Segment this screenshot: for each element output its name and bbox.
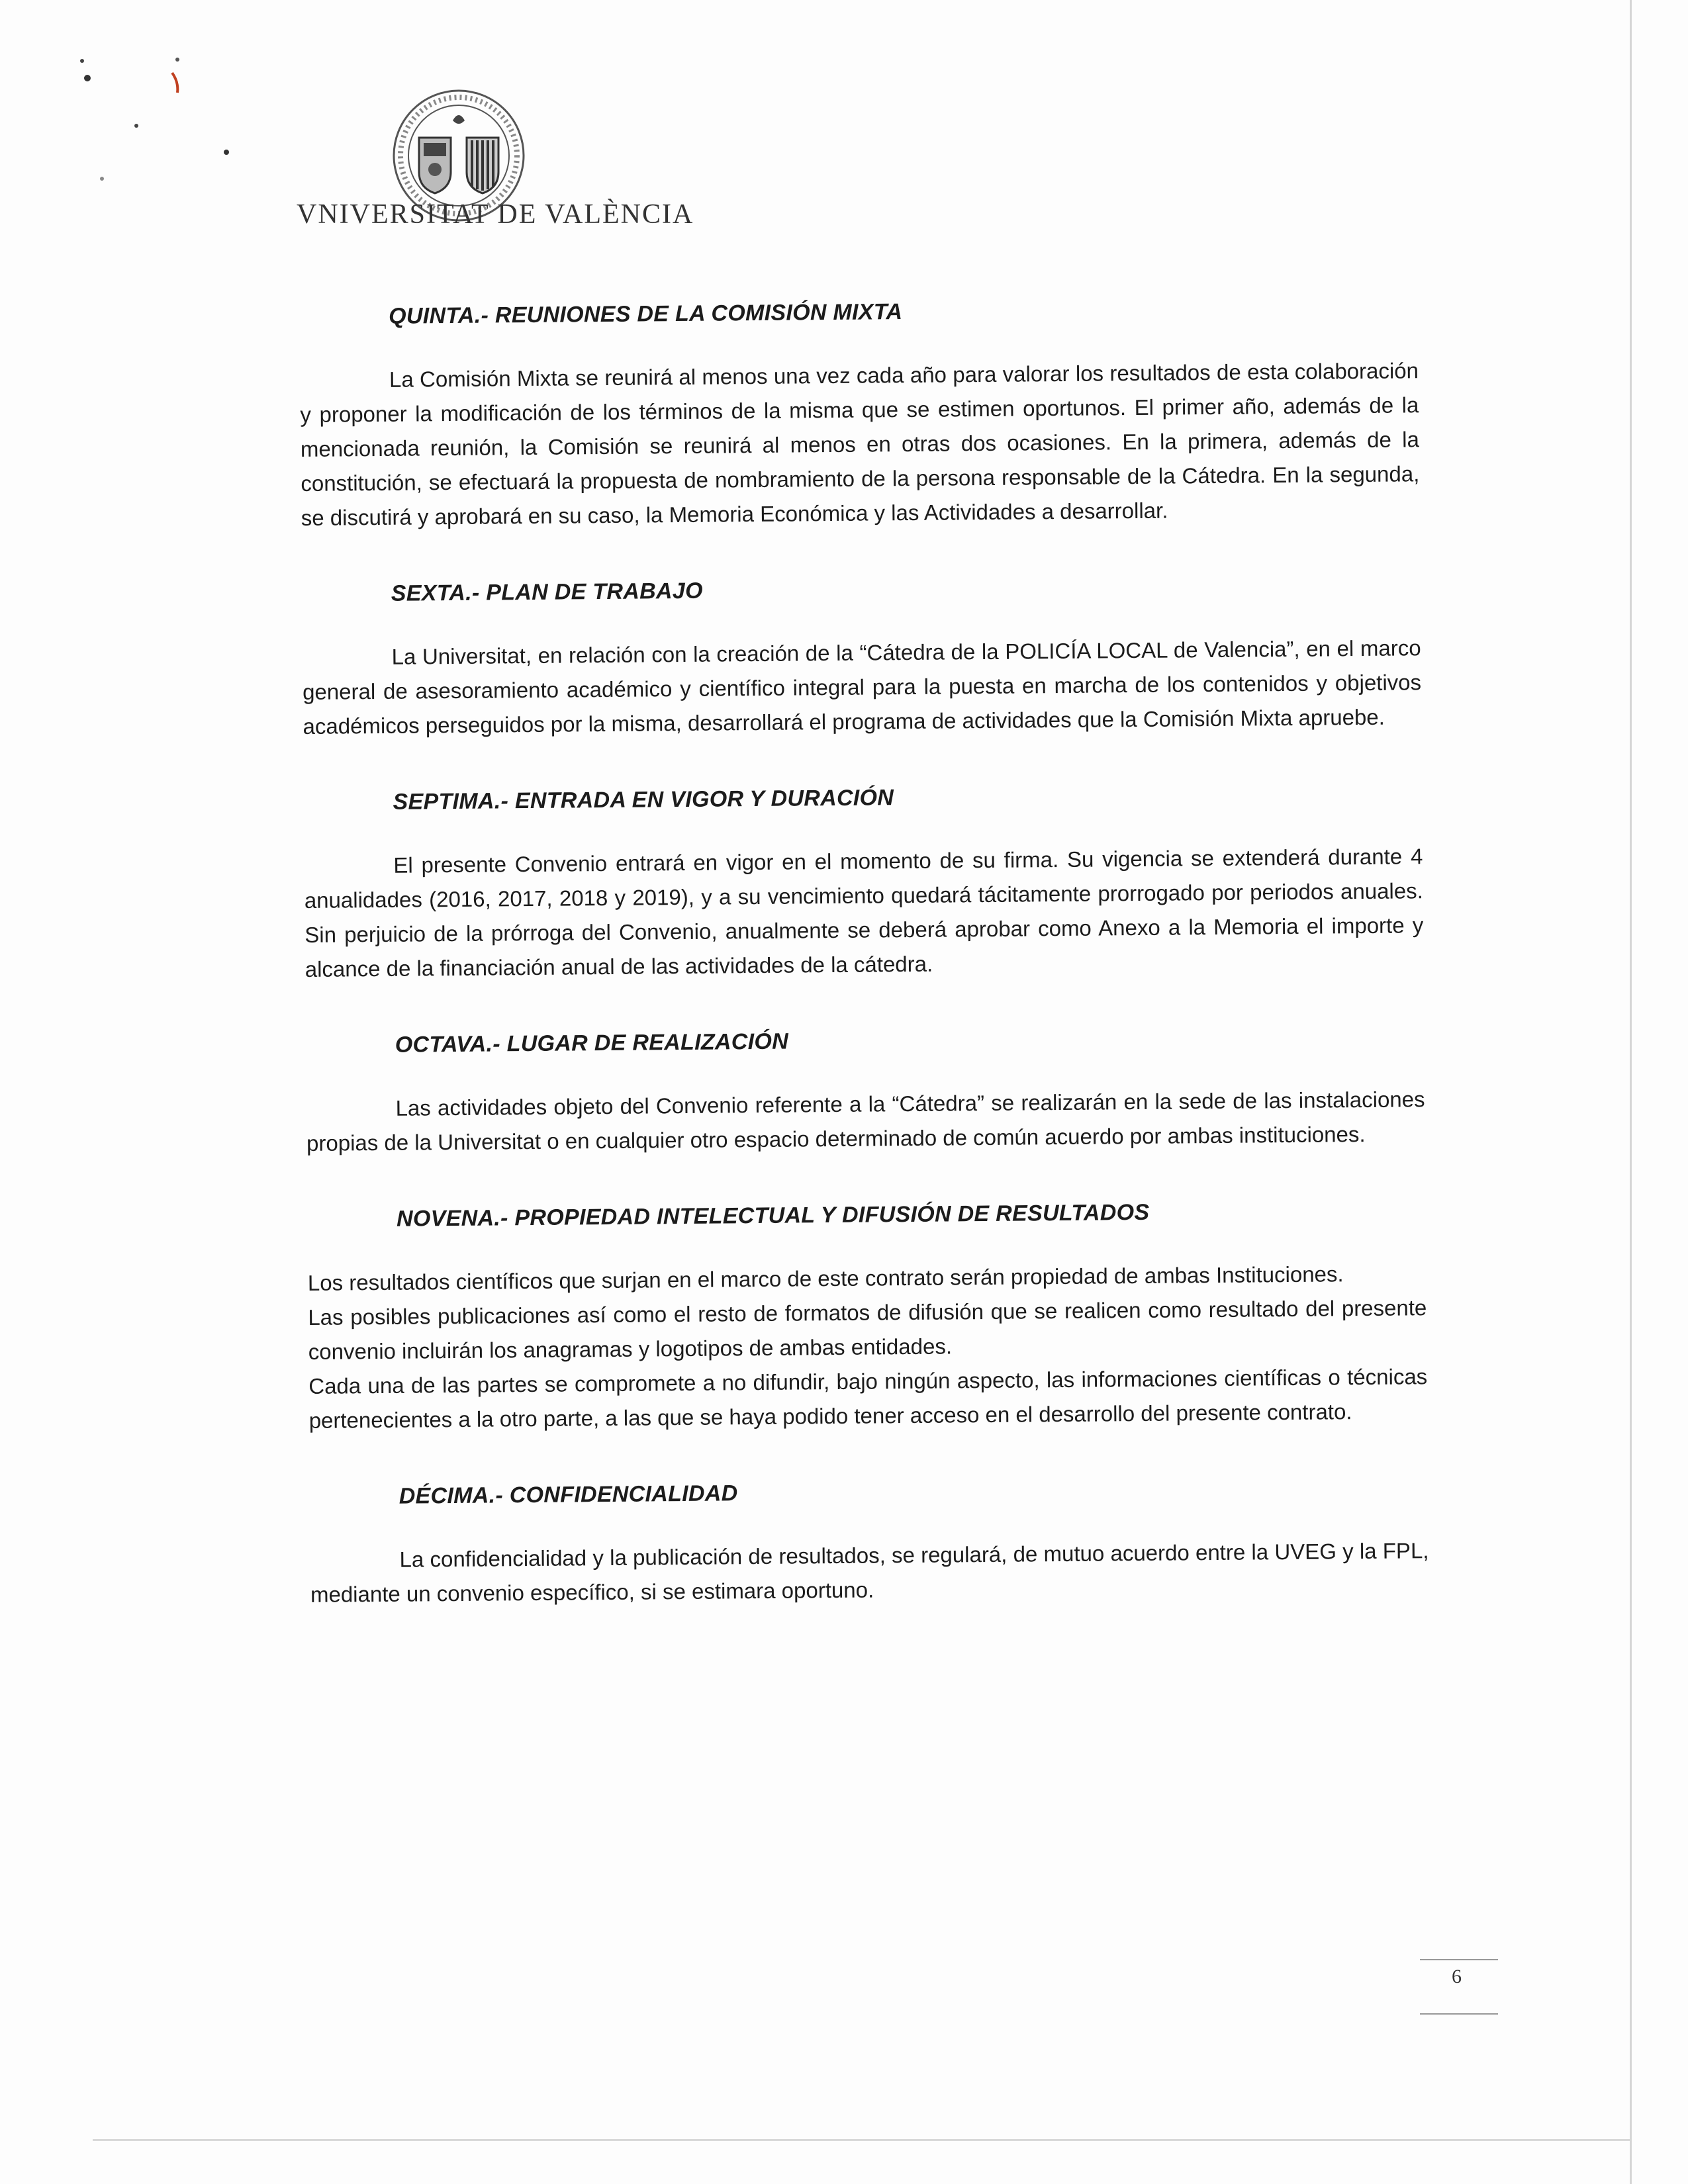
clause-section	[307, 1197, 1428, 1438]
page-edge	[93, 2139, 1630, 2141]
page-edge	[1630, 0, 1632, 2184]
clause-paragraph: El presente Convenio entrará en vigor en el momento de su firma. Su vigencia se extenderá durante 4 anualidades (2016, 2017, 2018 y 2019), y a su vencimiento quedará tácitamente prorrogado por periodos anuales. Sin perjuicio de la prórroga del Convenio, anualmente se deberá aprobar como Anexo a la Memoria el importe y alcance de la financiación anual de las actividades de la cátedra.	[304, 844, 1424, 981]
page-number-rule	[1420, 2013, 1498, 2015]
page-number-box	[1420, 1959, 1503, 2019]
clause-paragraph: La Universitat, en relación con la creación de la “Cátedra de la POLICÍA LOCAL de Valencia”, en el marco general de asesoramiento académico y científico integral para la puesta en marcha de los contenidos y objetivos académicos perseguidos por la misma, desarrollará el programa de actividades que la Comisión Mixta apruebe.	[302, 635, 1422, 739]
page-number-rule	[1420, 1959, 1498, 1960]
clause-paragraph: Los resultados científicos que surjan en el marco de este contrato serán propiedad de ambas Instituciones.	[307, 1261, 1344, 1295]
clause-paragraph: La confidencialidad y la publicación de resultados, se regulará, de mutuo acuerdo entre la UVEG y la FPL, mediante un convenio específico, si se estimara oportuno.	[310, 1538, 1429, 1607]
clause-paragraph: Cada una de las partes se compromete a no difundir, bajo ningún aspecto, las informaciones científicas o técnicas pertenecientes a la otro parte, a las que se haya podido tener acceso en el desarrollo del presente contrato.	[308, 1364, 1428, 1433]
clause-paragraph: Las actividades objeto del Convenio referente a la “Cátedra” se realizarán en la sede de las instalaciones propias de la Universitat o en cualquier otro espacio determinado de común acuerdo por ambas instituciones.	[306, 1087, 1425, 1156]
clause-paragraph: La Comisión Mixta se reunirá al menos una vez cada año para valorar los resultados de esta colaboración y proponer la modificación de los términos de la misma que se estimen oportunos. El primer año, además de la mencionada reunión, la Comisión se reunirá al menos en otras dos ocasiones. En la primera, además de la constitución, se efectuará la propuesta de nombramiento de la persona responsable de la Cátedra. En la segunda, se discutirá y aprobará en su caso, la Memoria Económica y las Actividades a desarrollar.	[300, 358, 1420, 530]
clause-heading: QUINTA.- REUNIONES DE LA COMISIÓN MIXTA	[388, 299, 903, 329]
page-number: 6	[1452, 1966, 1462, 1987]
scan-specks	[73, 53, 245, 199]
clause-paragraph: Las posibles publicaciones así como el resto de formatos de difusión que se realicen como resultado del presente convenio incluirán los anagramas y logotipos de ambas entidades.	[308, 1295, 1427, 1364]
clause-heading: SEPTIMA.- ENTRADA EN VIGOR Y DURACIÓN	[393, 785, 894, 815]
clause-heading: OCTAVA.- LUGAR DE REALIZACIÓN	[395, 1028, 789, 1058]
clause-section	[303, 780, 1424, 987]
university-wordmark: VNIVERSITAT DE VALÈNCIA	[297, 199, 694, 230]
clause-section	[306, 1023, 1426, 1161]
clause-section	[310, 1475, 1430, 1612]
clause-heading: NOVENA.- PROPIEDAD INTELECTUAL Y DIFUSIÓN DE RESULTADOS	[396, 1199, 1150, 1232]
clause-section	[299, 295, 1420, 535]
clause-section	[302, 572, 1422, 744]
clause-heading: DÉCIMA.- CONFIDENCIALIDAD	[399, 1480, 738, 1509]
clause-heading: SEXTA.- PLAN DE TRABAJO	[391, 578, 703, 606]
document-body	[299, 295, 1430, 1659]
